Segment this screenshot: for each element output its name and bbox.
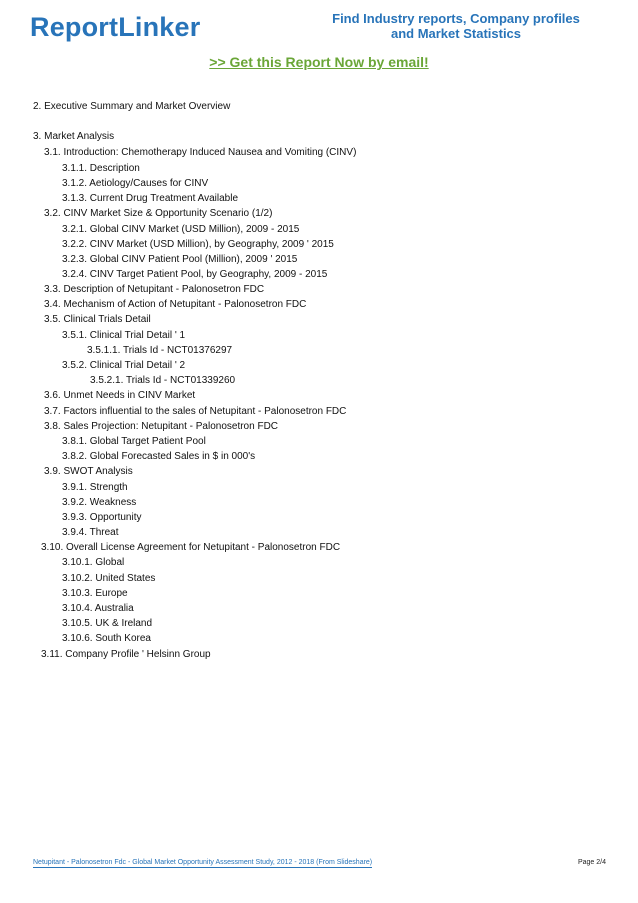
toc-entry: 3.2. CINV Market Size & Opportunity Scenario (1/2) — [44, 208, 273, 219]
toc-entry: 3.5.2.1. Trials Id - NCT01339260 — [90, 375, 236, 386]
page-number: Page 2/4 — [577, 859, 606, 866]
toc-entry: 3. Market Analysis — [33, 131, 115, 142]
toc-entry: 3.10.1. Global — [62, 557, 125, 568]
toc-entry: 3.4. Mechanism of Action of Netupitant - Palonosetron FDC — [44, 299, 307, 310]
toc-entry: 3.3. Description of Netupitant - Palonosetron FDC — [44, 284, 265, 295]
toc-entry: 3.9. SWOT Analysis — [44, 466, 133, 477]
toc-entry: 3.9.2. Weakness — [62, 497, 137, 508]
tagline-line-2: and Market Statistics — [390, 26, 522, 41]
header-tagline — [330, 11, 582, 41]
toc-entry: 2. Executive Summary and Market Overview — [33, 101, 231, 112]
toc-entry: 3.11. Company Profile ' Helsinn Group — [41, 649, 211, 660]
toc-entry: 3.1. Introduction: Chemotherapy Induced Nausea and Vomiting (CINV) — [44, 147, 357, 158]
toc-entry: 3.5.1. Clinical Trial Detail ' 1 — [62, 330, 186, 341]
toc-entry: 3.5.1.1. Trials Id - NCT01376297 — [87, 345, 233, 356]
toc-entry: 3.9.3. Opportunity — [62, 512, 142, 523]
toc-entry: 3.5.2. Clinical Trial Detail ' 2 — [62, 360, 186, 371]
tagline-line-1: Find Industry reports, Company profiles — [332, 11, 580, 26]
toc-entry: 3.7. Factors influential to the sales of Netupitant - Palonosetron FDC — [44, 406, 347, 417]
toc-entry: 3.8. Sales Projection: Netupitant - Palonosetron FDC — [44, 421, 279, 432]
get-report-link[interactable]: >> Get this Report Now by email! — [209, 54, 429, 70]
toc-entry: 3.10.3. Europe — [62, 588, 128, 599]
toc-entry: 3.8.1. Global Target Patient Pool — [62, 436, 206, 447]
reportlinker-logo[interactable]: ReportLinker — [30, 12, 201, 42]
toc-entry: 3.1.1. Description — [62, 163, 140, 174]
toc-entry: 3.1.2. Aetiology/Causes for CINV — [62, 178, 209, 189]
toc-entry: 3.10.5. UK & Ireland — [62, 618, 153, 629]
toc-entry: 3.6. Unmet Needs in CINV Market — [44, 390, 196, 401]
toc-entry: 3.10.4. Australia — [62, 603, 134, 614]
toc-entry: 3.9.4. Threat — [62, 527, 119, 538]
toc-entry: 3.2.1. Global CINV Market (USD Million), 2009 - 2015 — [62, 224, 300, 235]
toc-entry: 3.2.4. CINV Target Patient Pool, by Geography, 2009 - 2015 — [62, 269, 328, 280]
toc-entry: 3.8.2. Global Forecasted Sales in $ in 000's — [62, 451, 256, 462]
toc-entry: 3.10.6. South Korea — [62, 633, 151, 644]
toc-entry: 3.9.1. Strength — [62, 482, 128, 493]
toc-entry: 3.2.3. Global CINV Patient Pool (Million), 2009 ' 2015 — [62, 254, 298, 265]
toc-entry: 3.1.3. Current Drug Treatment Available — [62, 193, 239, 204]
footer-source-link[interactable]: Netupitant - Palonosetron Fdc - Global Market Opportunity Assessment Study, 2012 - 2018 (From Slideshare) — [33, 859, 373, 866]
toc-entry: 3.5. Clinical Trials Detail — [44, 314, 151, 325]
toc-entry: 3.10. Overall License Agreement for Netupitant - Palonosetron FDC — [41, 542, 341, 553]
toc-entry: 3.10.2. United States — [62, 573, 156, 584]
toc-entry: 3.2.2. CINV Market (USD Million), by Geography, 2009 ' 2015 — [62, 239, 334, 250]
